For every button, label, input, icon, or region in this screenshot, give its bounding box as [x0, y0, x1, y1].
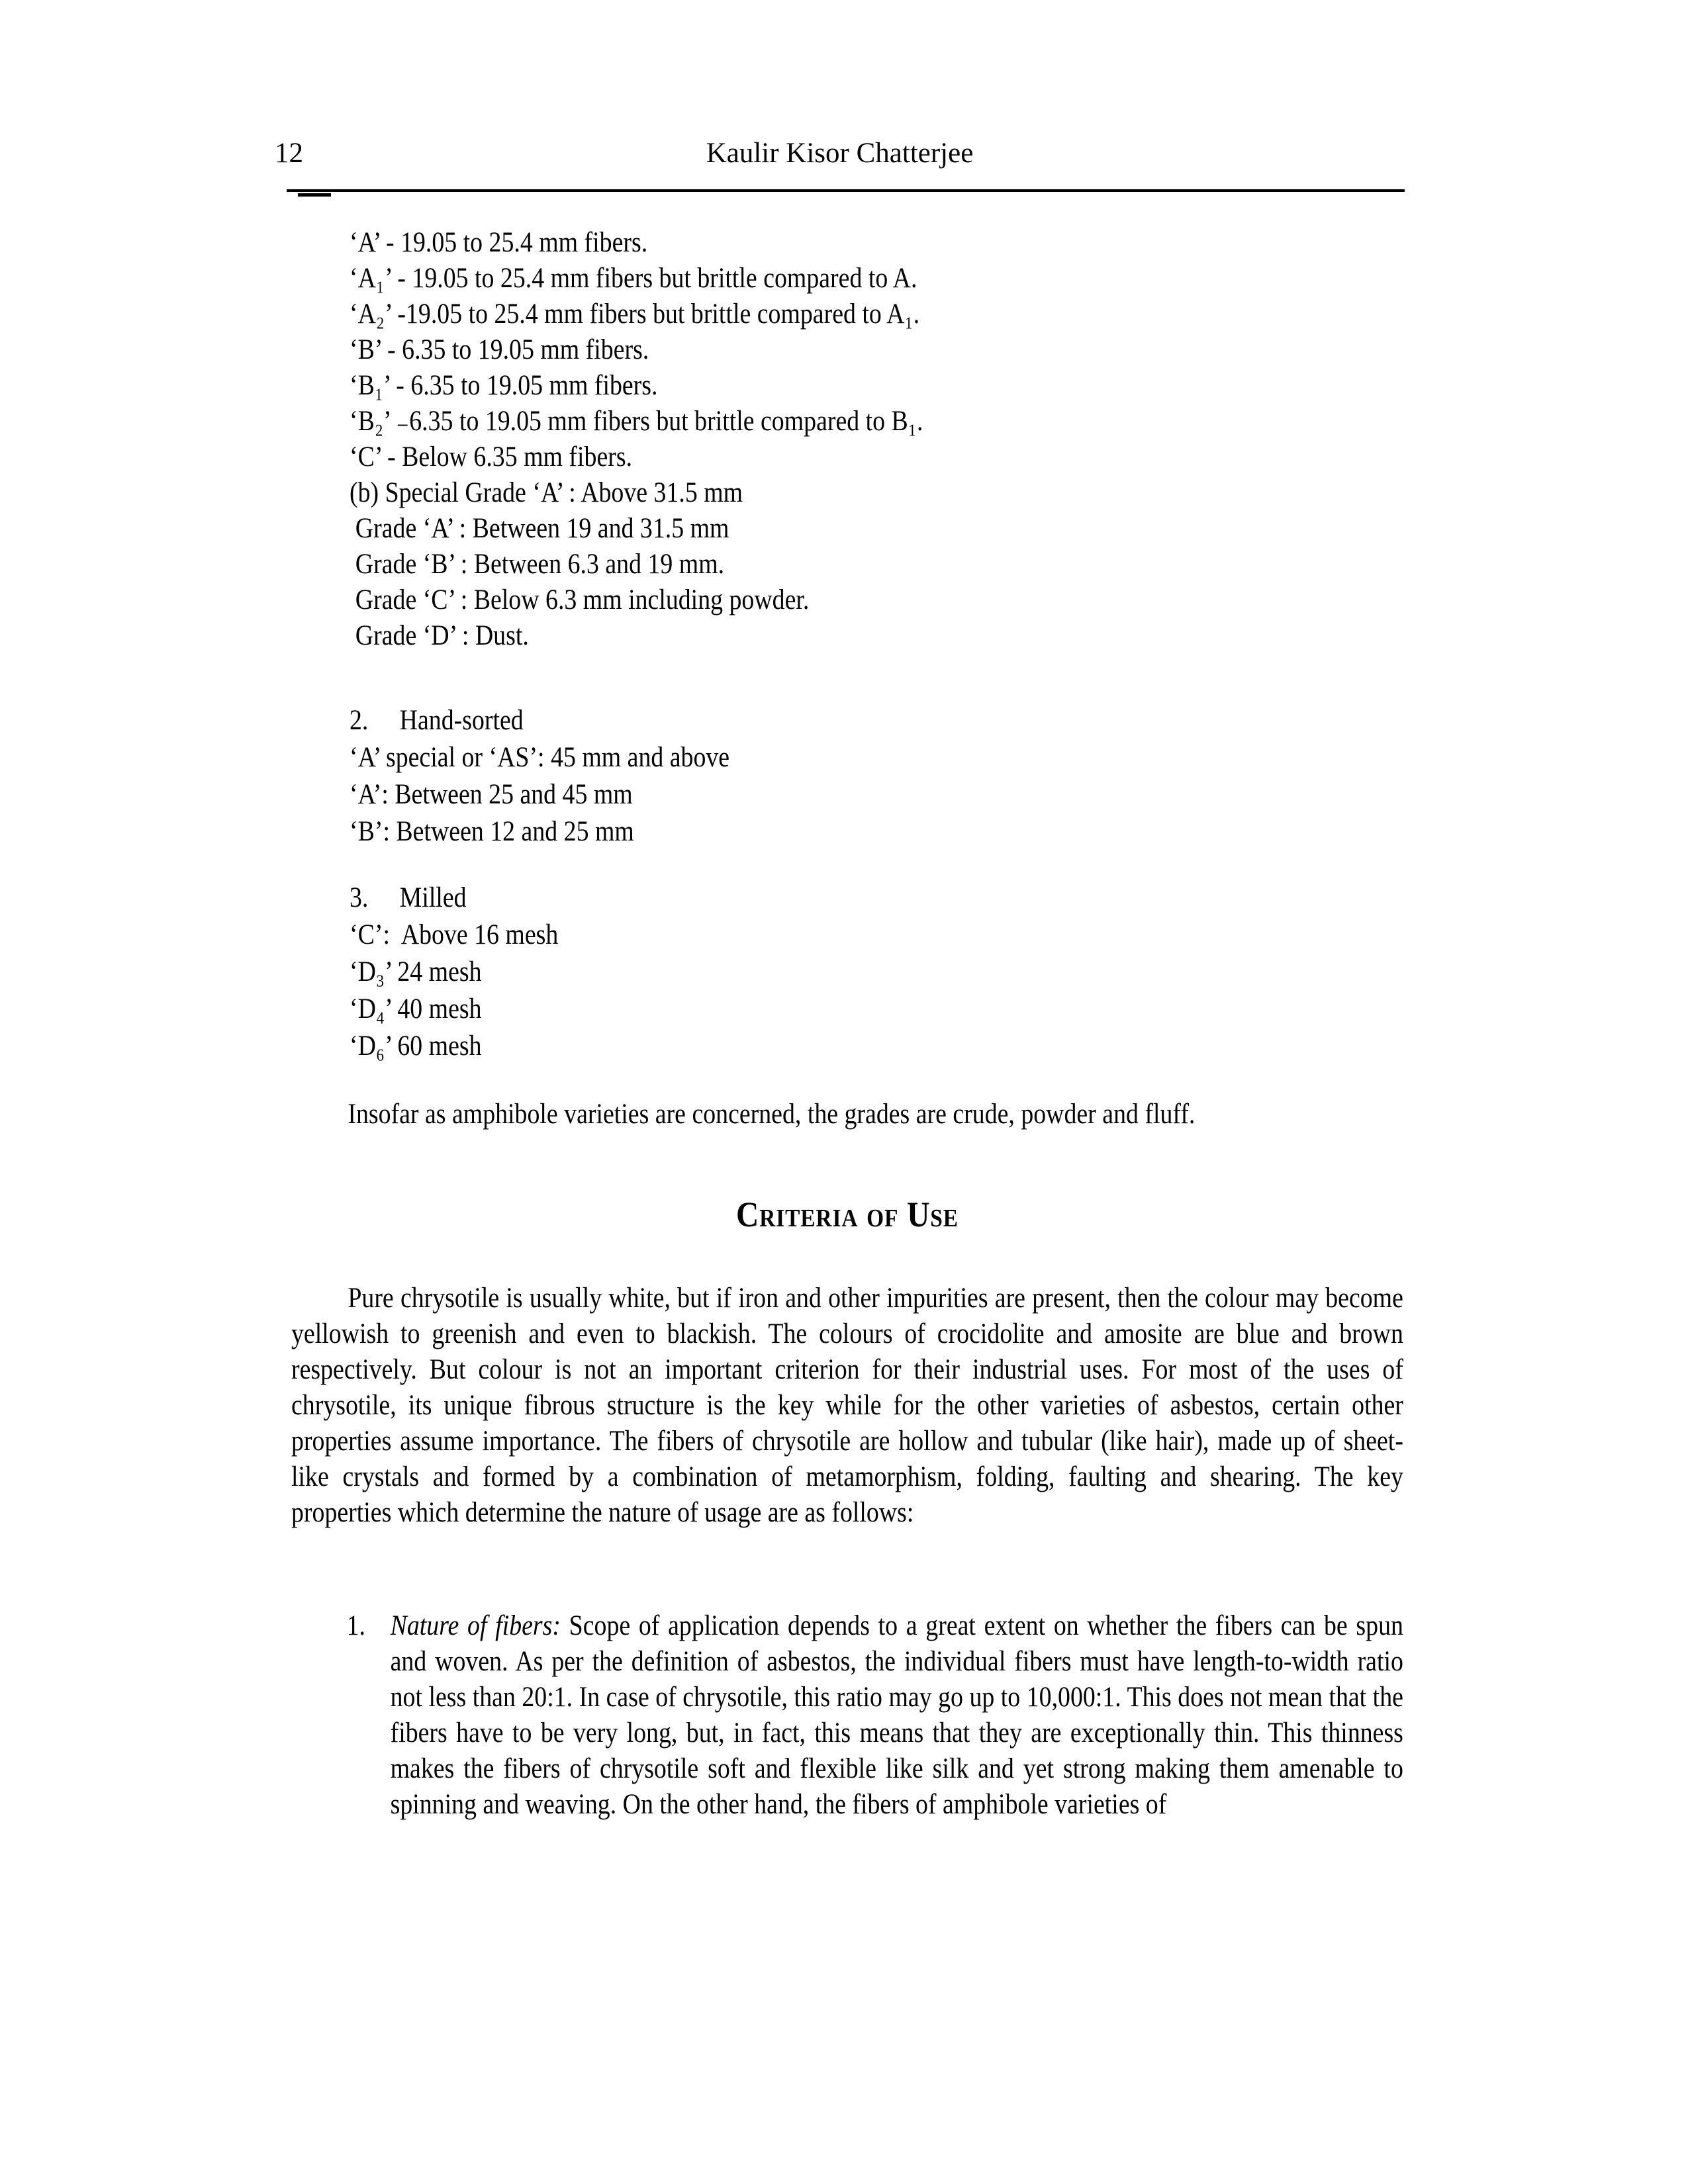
section-number: 2. — [350, 705, 369, 736]
header-rule — [287, 189, 1405, 192]
list-item: ‘A’: Between 25 and 45 mm — [350, 779, 633, 810]
amphibole-note: Insofar as amphibole varieties are concerned, the grades are crude, powder and fluff. — [348, 1099, 1196, 1130]
list-item: ‘A₁’ - 19.05 to 25.4 mm fibers but brittle compared to A. — [350, 263, 917, 294]
page-number: 12 — [275, 138, 303, 169]
list-item: Grade ‘D’ : Dust. — [355, 620, 529, 651]
list-item: ‘C’ - Below 6.35 mm fibers. — [350, 441, 633, 473]
item-text: Scope of application depends to a great extent on whether the fibers can be spun and woven. As per the definition of asbestos, the individual fibers must have length-to-width ratio not less than 20:1. In case of chrysotile, this ratio may go up to 10,000:1. This does not mean that the fibers have to be very long, but, in fact, this means that they are exceptionally thin. This thinness makes the fibers of chrysotile soft and flexible like silk and yet strong making them amenable to spinning and weaving. On the other hand, the fibers of amphibole varieties of — [390, 1610, 1403, 1820]
list-item: ‘D₃’ 24 mesh — [350, 956, 482, 987]
list-item: ‘C’: Above 16 mesh — [350, 919, 559, 950]
list-item: ‘B₂’ ₋6.35 to 19.05 mm fibers but brittle compared to B₁. — [350, 406, 923, 437]
page-header — [275, 136, 1405, 171]
numbered-item-1 — [291, 1608, 1403, 1823]
list-item: ‘B₁’ - 6.35 to 19.05 mm fibers. — [350, 370, 658, 401]
list-item: (b) Special Grade ‘A’ : Above 31.5 mm — [350, 477, 743, 508]
list-item: ‘A’ special or ‘AS’: 45 mm and above — [350, 742, 730, 773]
hand-sorted-section — [291, 702, 1403, 850]
section-number-row — [291, 880, 1403, 917]
list-item: ‘A’ - 19.05 to 25.4 mm fibers. — [350, 227, 648, 258]
section-number: 3. — [350, 882, 369, 913]
list-item: ‘B’: Between 12 and 25 mm — [350, 816, 634, 847]
list-item: ‘D₆’ 60 mesh — [350, 1030, 482, 1062]
list-item: Grade ‘B’ : Between 6.3 and 19 mm. — [355, 549, 725, 580]
list-item: ‘A₂’ -19.05 to 25.4 mm fibers but brittle compared to A₁. — [350, 298, 920, 330]
header-rule-tick — [298, 193, 331, 197]
list-item: Grade ‘C’ : Below 6.3 mm including powder. — [355, 584, 810, 615]
section-title: Milled — [399, 882, 467, 913]
intro-paragraph: Pure chrysotile is usually white, but if iron and other impurities are present, then the colour may become yellowish to greenish and even to blackish. The colours of crocidolite and amosite are blue and brown respectively. But colour is not an important criterion for their industrial uses. For most of the uses of chrysotile, its unique fibrous structure is the key while for the other varieties of asbestos, certain other properties assume importance. The fibers of chrysotile are hollow and tubular (like hair), made up of sheet-like crystals and formed by a combination of metamorphism, folding, faulting and shearing. The key properties which determine the nature of usage are as follows: — [291, 1283, 1403, 1528]
machine-graded-list — [291, 225, 1403, 654]
section-heading: Criteria of Use — [735, 1195, 959, 1234]
section-number-row — [291, 702, 1403, 739]
list-item: Grade ‘A’ : Between 19 and 31.5 mm — [355, 513, 729, 544]
milled-section — [291, 880, 1403, 1065]
item-number: 1. — [346, 1610, 365, 1641]
item-lead: Nature of fibers: — [390, 1610, 561, 1641]
running-title: Kaulir Kisor Chatterjee — [706, 138, 974, 169]
list-item: ‘B’ - 6.35 to 19.05 mm fibers. — [350, 334, 649, 365]
section-title: Hand-sorted — [399, 705, 524, 736]
list-item: ‘D₄’ 40 mesh — [350, 993, 482, 1024]
